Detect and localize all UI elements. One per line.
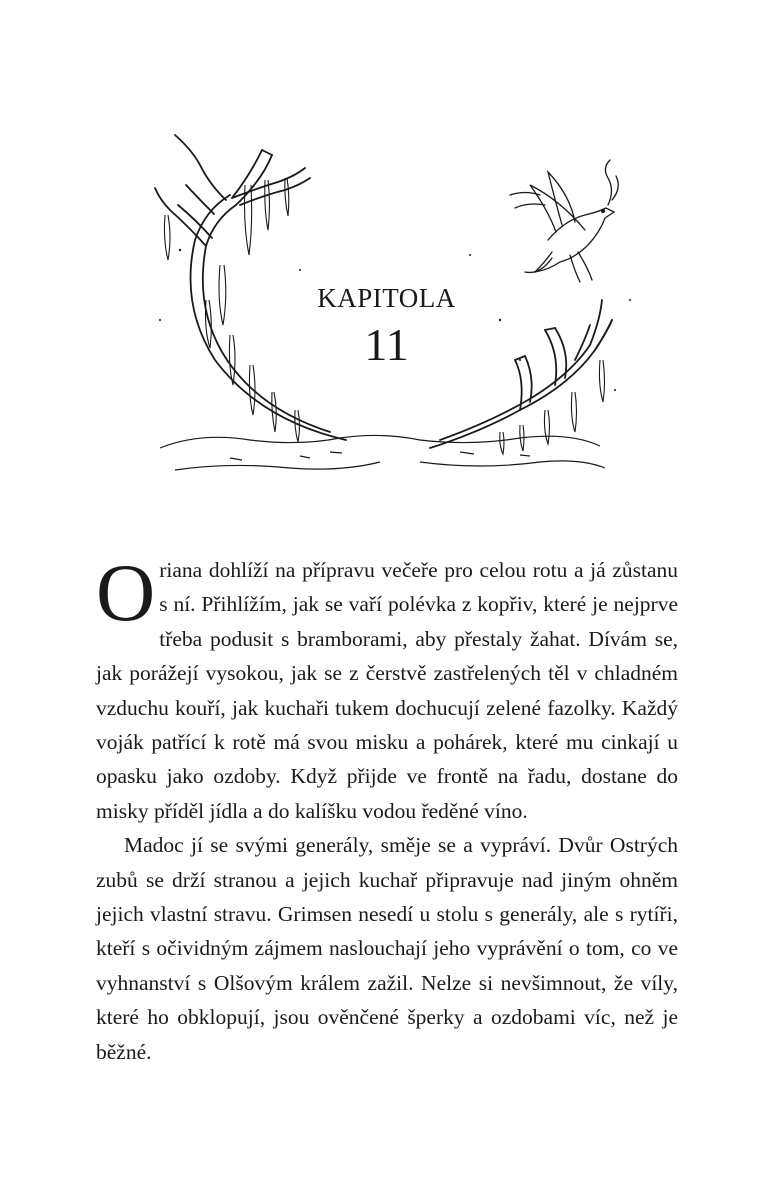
snow-ground bbox=[160, 435, 605, 470]
paragraph-1-text: riana dohlíží na přípravu večeře pro celou rotu a já zůstanu s ní. Přihlížím, jak se vaří polévka z kopřiv, které je nejprve třeba podusit s bramborami, aby přestaly žahat. Dívám se, jak porážejí vysokou, jak se z čerstvě zastřelených těl v chladném vzduchu kouří, jak kuchaři tukem dochucují zelené fazolky. Každý voják patřící k rotě má svou misku a pohárek, které mu cinkají u opasku jako ozdoby. Když přijde ve frontě na řadu, dostane do misky příděl jídla a do kalíšku vodou ředěné víno. bbox=[96, 558, 678, 823]
chapter-illustration bbox=[0, 0, 773, 500]
paragraph-2: Madoc jí se svými generály, směje se a vypráví. Dvůr Ostrých zubů se drží stranou a jejich kuchař připravuje nad jiným ohněm jejich vlastní stravu. Grimsen nesedí u stolu s generály, ale s rytíři, kteří s očividným zájmem naslouchají jeho vyprávění o tom, co ve vyhnanství s Olšovým králem zažil. Nelze si nevšimnout, že víly, které ho obklopují, jsou ověnčené šperky a ozdobami víc, než je běžné. bbox=[96, 833, 678, 1064]
body-text bbox=[96, 547, 678, 1069]
bird-icon bbox=[510, 160, 618, 282]
chapter-label: KAPITOLA bbox=[317, 283, 456, 313]
drop-cap: O bbox=[96, 547, 156, 638]
paragraph-1 bbox=[96, 547, 678, 828]
chapter-number: 11 bbox=[364, 319, 409, 370]
